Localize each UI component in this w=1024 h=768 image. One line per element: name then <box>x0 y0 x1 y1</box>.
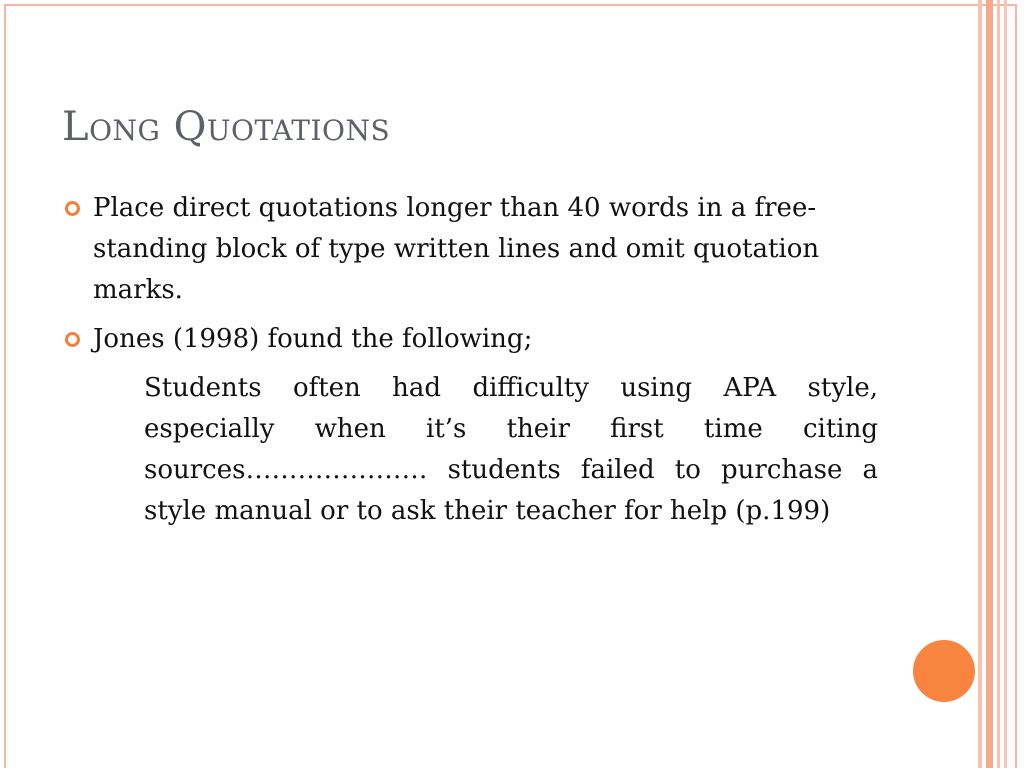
bullet-item <box>62 188 882 311</box>
bullet-item <box>62 319 882 360</box>
bullet-text: Place direct quotations longer than 40 words in a free-standing block of type written lines and omit quotation marks. <box>93 193 820 305</box>
decorative-stripe <box>978 0 982 768</box>
decorative-stripe <box>997 0 1000 768</box>
bullet-text: Jones (1998) found the following; <box>93 324 533 354</box>
bullet-list <box>62 188 882 532</box>
bullet-circle-icon <box>65 201 80 216</box>
decorative-stripe <box>986 0 993 768</box>
decorative-stripe <box>1004 0 1007 768</box>
block-quote: Students often had difficulty using APA style, especially when it’s their first time citing sources………………… students failed to purchase a style manual or to ask their teacher for help (p.199) <box>144 373 878 526</box>
decorative-circle <box>913 640 975 702</box>
bullet-circle-icon <box>65 332 80 347</box>
slide-title: Long Quotations <box>62 104 391 150</box>
